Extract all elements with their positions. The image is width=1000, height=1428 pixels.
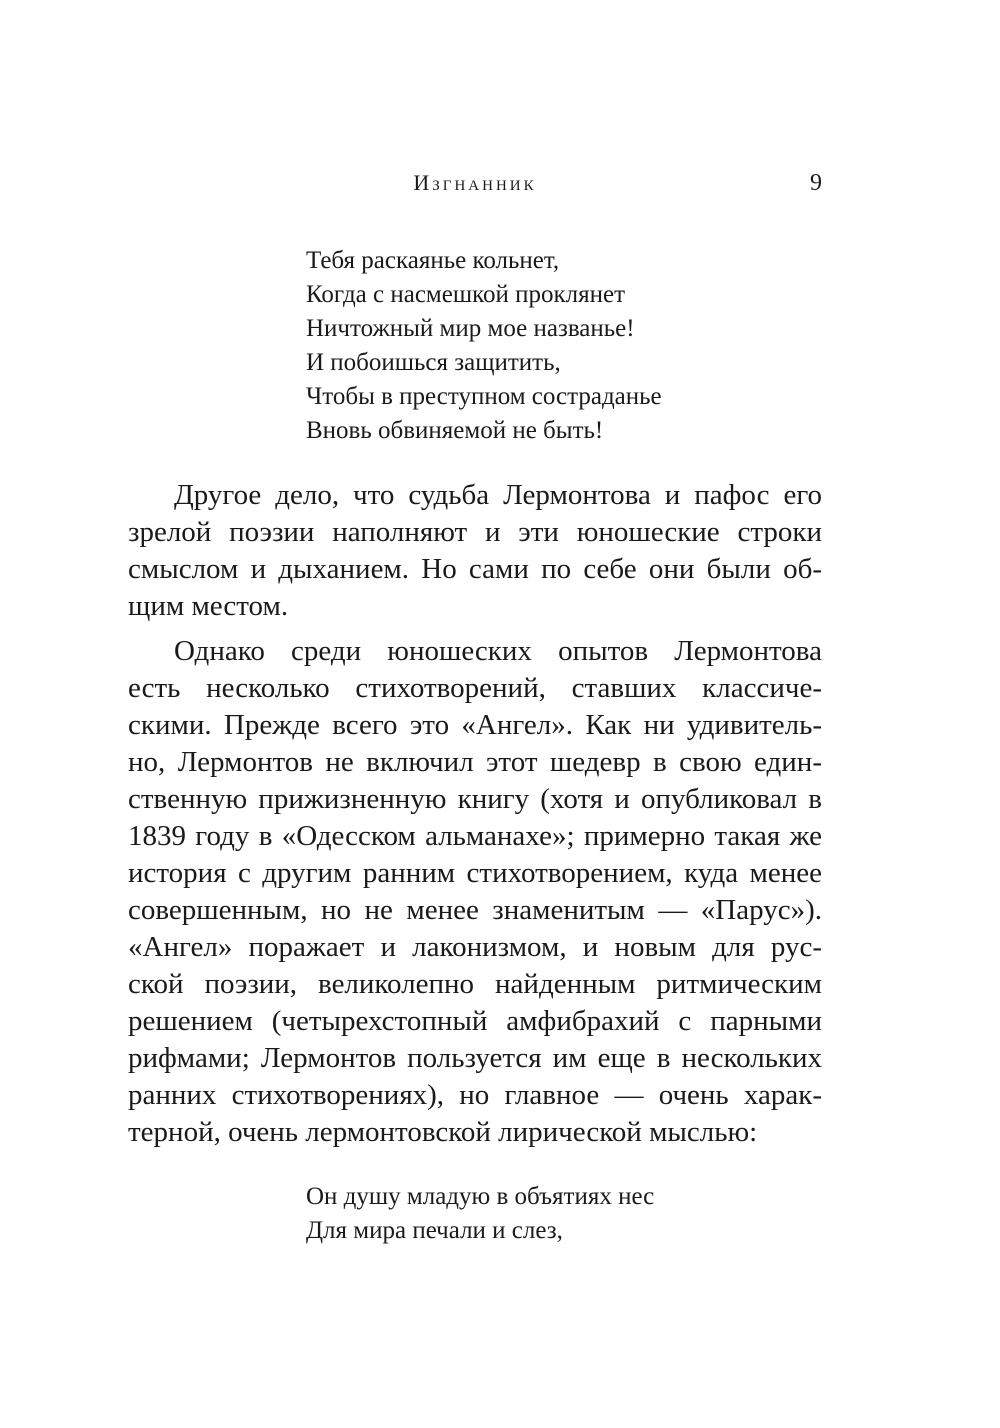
- paragraph-line: смыслом и дыханием. Но сами по себе они были об-: [128, 553, 822, 585]
- verse-line: Для мира печали и слез,: [306, 1217, 563, 1244]
- paragraph-line: «Ангел» поражает и лаконизмом, и новым для рус-: [128, 931, 822, 963]
- verse-line: Чтобы в преступном состраданье: [306, 383, 662, 410]
- running-head: [128, 170, 822, 200]
- verse-line: И побоишься защитить,: [306, 349, 561, 376]
- paragraph-line: 1839 году в «Одесском альманахе»; примерно такая же: [128, 820, 822, 852]
- paragraph-line: есть несколько стихотворений, ставших классиче-: [128, 672, 822, 704]
- paragraph-line: рифмами; Лермонтов пользуется им еще в нескольких: [128, 1042, 822, 1074]
- page-number: 9: [810, 170, 822, 196]
- paragraph-line: ранних стихотворениях), но главное — очень харак-: [128, 1079, 822, 1111]
- paragraph-line: ской поэзии, великолепно найденным ритмическим: [128, 968, 822, 1000]
- paragraph-2: [128, 633, 822, 1151]
- paragraph-line: история с другим ранним стихотворением, куда менее: [128, 857, 822, 889]
- paragraph-line: Другое дело, что судьба Лермонтова и пафос его: [174, 479, 822, 511]
- paragraph-line: но, Лермонтов не включил этот шедевр в свою един-: [128, 746, 822, 778]
- verse-excerpt-top: [306, 244, 662, 448]
- paragraph-line: Однако среди юношеских опытов Лермонтова: [174, 635, 822, 667]
- paragraph-line: ственную прижизненную книгу (хотя и опубликовал в: [128, 783, 822, 815]
- paragraph-line: скими. Прежде всего это «Ангел». Как ни удивитель-: [128, 709, 822, 741]
- verse-line: Он душу младую в объятиях нес: [306, 1183, 655, 1210]
- paragraph-line: щим местом.: [128, 590, 289, 622]
- verse-line: Когда с насмешкой проклянет: [306, 281, 625, 308]
- verse-line: Тебя раскаянье кольнет,: [306, 247, 560, 274]
- paragraph-line: совершенным, но не менее знаменитым — «Парус»).: [128, 894, 822, 926]
- paragraph-line: решением (четырехстопный амфибрахий с парными: [128, 1005, 822, 1037]
- verse-line: Вновь обвиняемой не быть!: [306, 417, 604, 444]
- verse-excerpt-bottom: [306, 1180, 654, 1248]
- paragraph-line: зрелой поэзии наполняют и эти юношеские строки: [128, 516, 822, 548]
- running-title: Изгнанник: [413, 170, 537, 195]
- paragraph-1: [128, 477, 822, 625]
- paragraph-line: терной, очень лермонтовской лирической мыслью:: [128, 1116, 758, 1148]
- verse-line: Ничтожный мир мое названье!: [306, 315, 635, 342]
